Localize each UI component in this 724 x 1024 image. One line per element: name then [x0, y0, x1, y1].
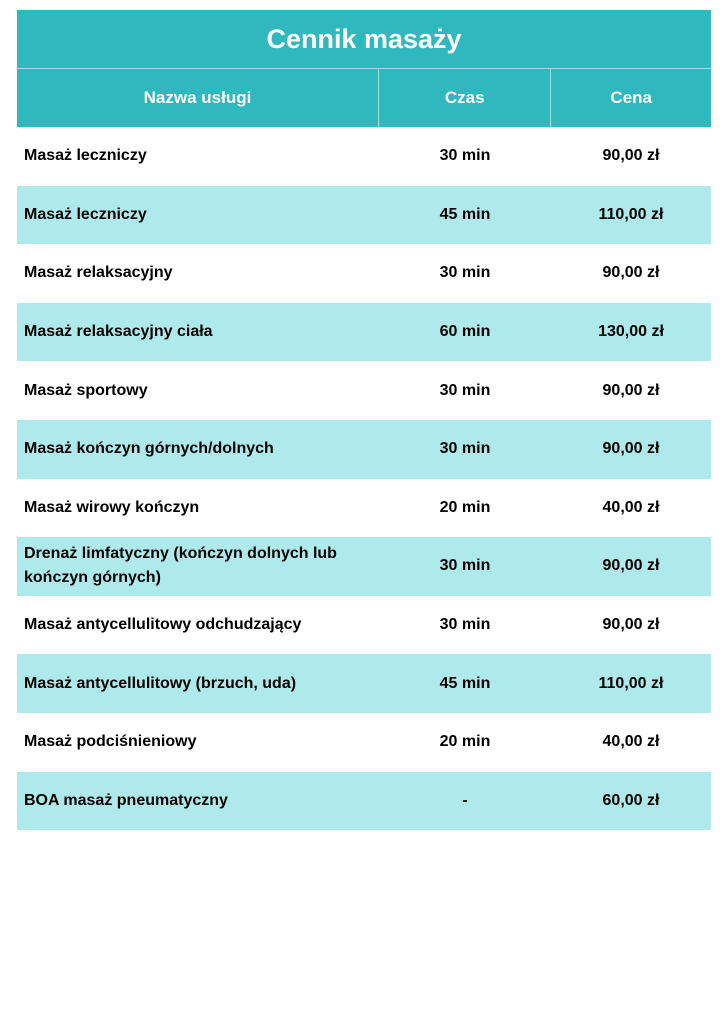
- service-name: Masaż kończyn górnych/dolnych: [24, 440, 274, 458]
- service-price: 90,00 zł: [602, 147, 660, 165]
- service-price: 40,00 zł: [602, 733, 660, 751]
- service-time: 20 min: [439, 733, 491, 751]
- service-name: BOA masaż pneumatyczny: [24, 791, 228, 809]
- service-time: 20 min: [439, 498, 491, 516]
- table-row: [17, 596, 711, 655]
- price-table: [17, 10, 711, 830]
- service-price: 110,00 zł: [598, 205, 664, 223]
- service-time: 30 min: [439, 557, 491, 575]
- table-row: [17, 420, 711, 479]
- service-price: 60,00 zł: [602, 791, 660, 809]
- service-name: Masaż relaksacyjny ciała: [24, 323, 213, 341]
- service-price: 90,00 zł: [602, 381, 660, 399]
- service-name: Masaż wirowy kończyn: [24, 498, 200, 516]
- table-row: [17, 772, 711, 831]
- service-name: Masaż podciśnieniowy: [24, 733, 197, 751]
- table-row: [17, 713, 711, 772]
- table-row: [17, 303, 711, 362]
- service-time: 30 min: [439, 381, 491, 399]
- service-price: 90,00 zł: [602, 557, 660, 575]
- service-price: 130,00 zł: [598, 323, 664, 341]
- service-name: Masaż antycellulitowy (brzuch, uda): [24, 674, 297, 692]
- table-row: [17, 654, 711, 713]
- service-time: -: [462, 791, 468, 809]
- column-header-time: Czas: [379, 69, 552, 127]
- service-time: 45 min: [439, 674, 491, 692]
- service-time: 60 min: [439, 323, 491, 341]
- table-header: [17, 69, 711, 127]
- table-row: [17, 127, 711, 186]
- service-price: 90,00 zł: [602, 264, 660, 282]
- service-name: Masaż leczniczy: [24, 205, 147, 223]
- service-price: 90,00 zł: [602, 616, 660, 634]
- service-time: 30 min: [439, 264, 491, 282]
- table-row: [17, 479, 711, 538]
- service-time: 30 min: [439, 147, 491, 165]
- service-name: Masaż sportowy: [24, 381, 148, 399]
- service-time: 30 min: [439, 616, 491, 634]
- service-name: Masaż leczniczy: [24, 147, 147, 165]
- table-row: [17, 537, 711, 596]
- column-header-service: Nazwa usługi: [17, 69, 379, 127]
- service-name: Masaż relaksacyjny: [24, 264, 173, 282]
- column-header-price: Cena: [610, 88, 652, 107]
- service-name: Drenaż limfatyczny (kończyn dolnych lub kończyn górnych): [24, 545, 337, 587]
- page-title: Cennik masaży: [17, 10, 711, 69]
- table-row: [17, 244, 711, 303]
- service-price: 40,00 zł: [602, 498, 660, 516]
- service-price: 110,00 zł: [598, 674, 664, 692]
- table-row: [17, 361, 711, 420]
- service-price: 90,00 zł: [602, 440, 660, 458]
- table-row: [17, 186, 711, 245]
- service-time: 30 min: [439, 440, 491, 458]
- service-name: Masaż antycellulitowy odchudzający: [24, 616, 302, 634]
- service-time: 45 min: [439, 205, 491, 223]
